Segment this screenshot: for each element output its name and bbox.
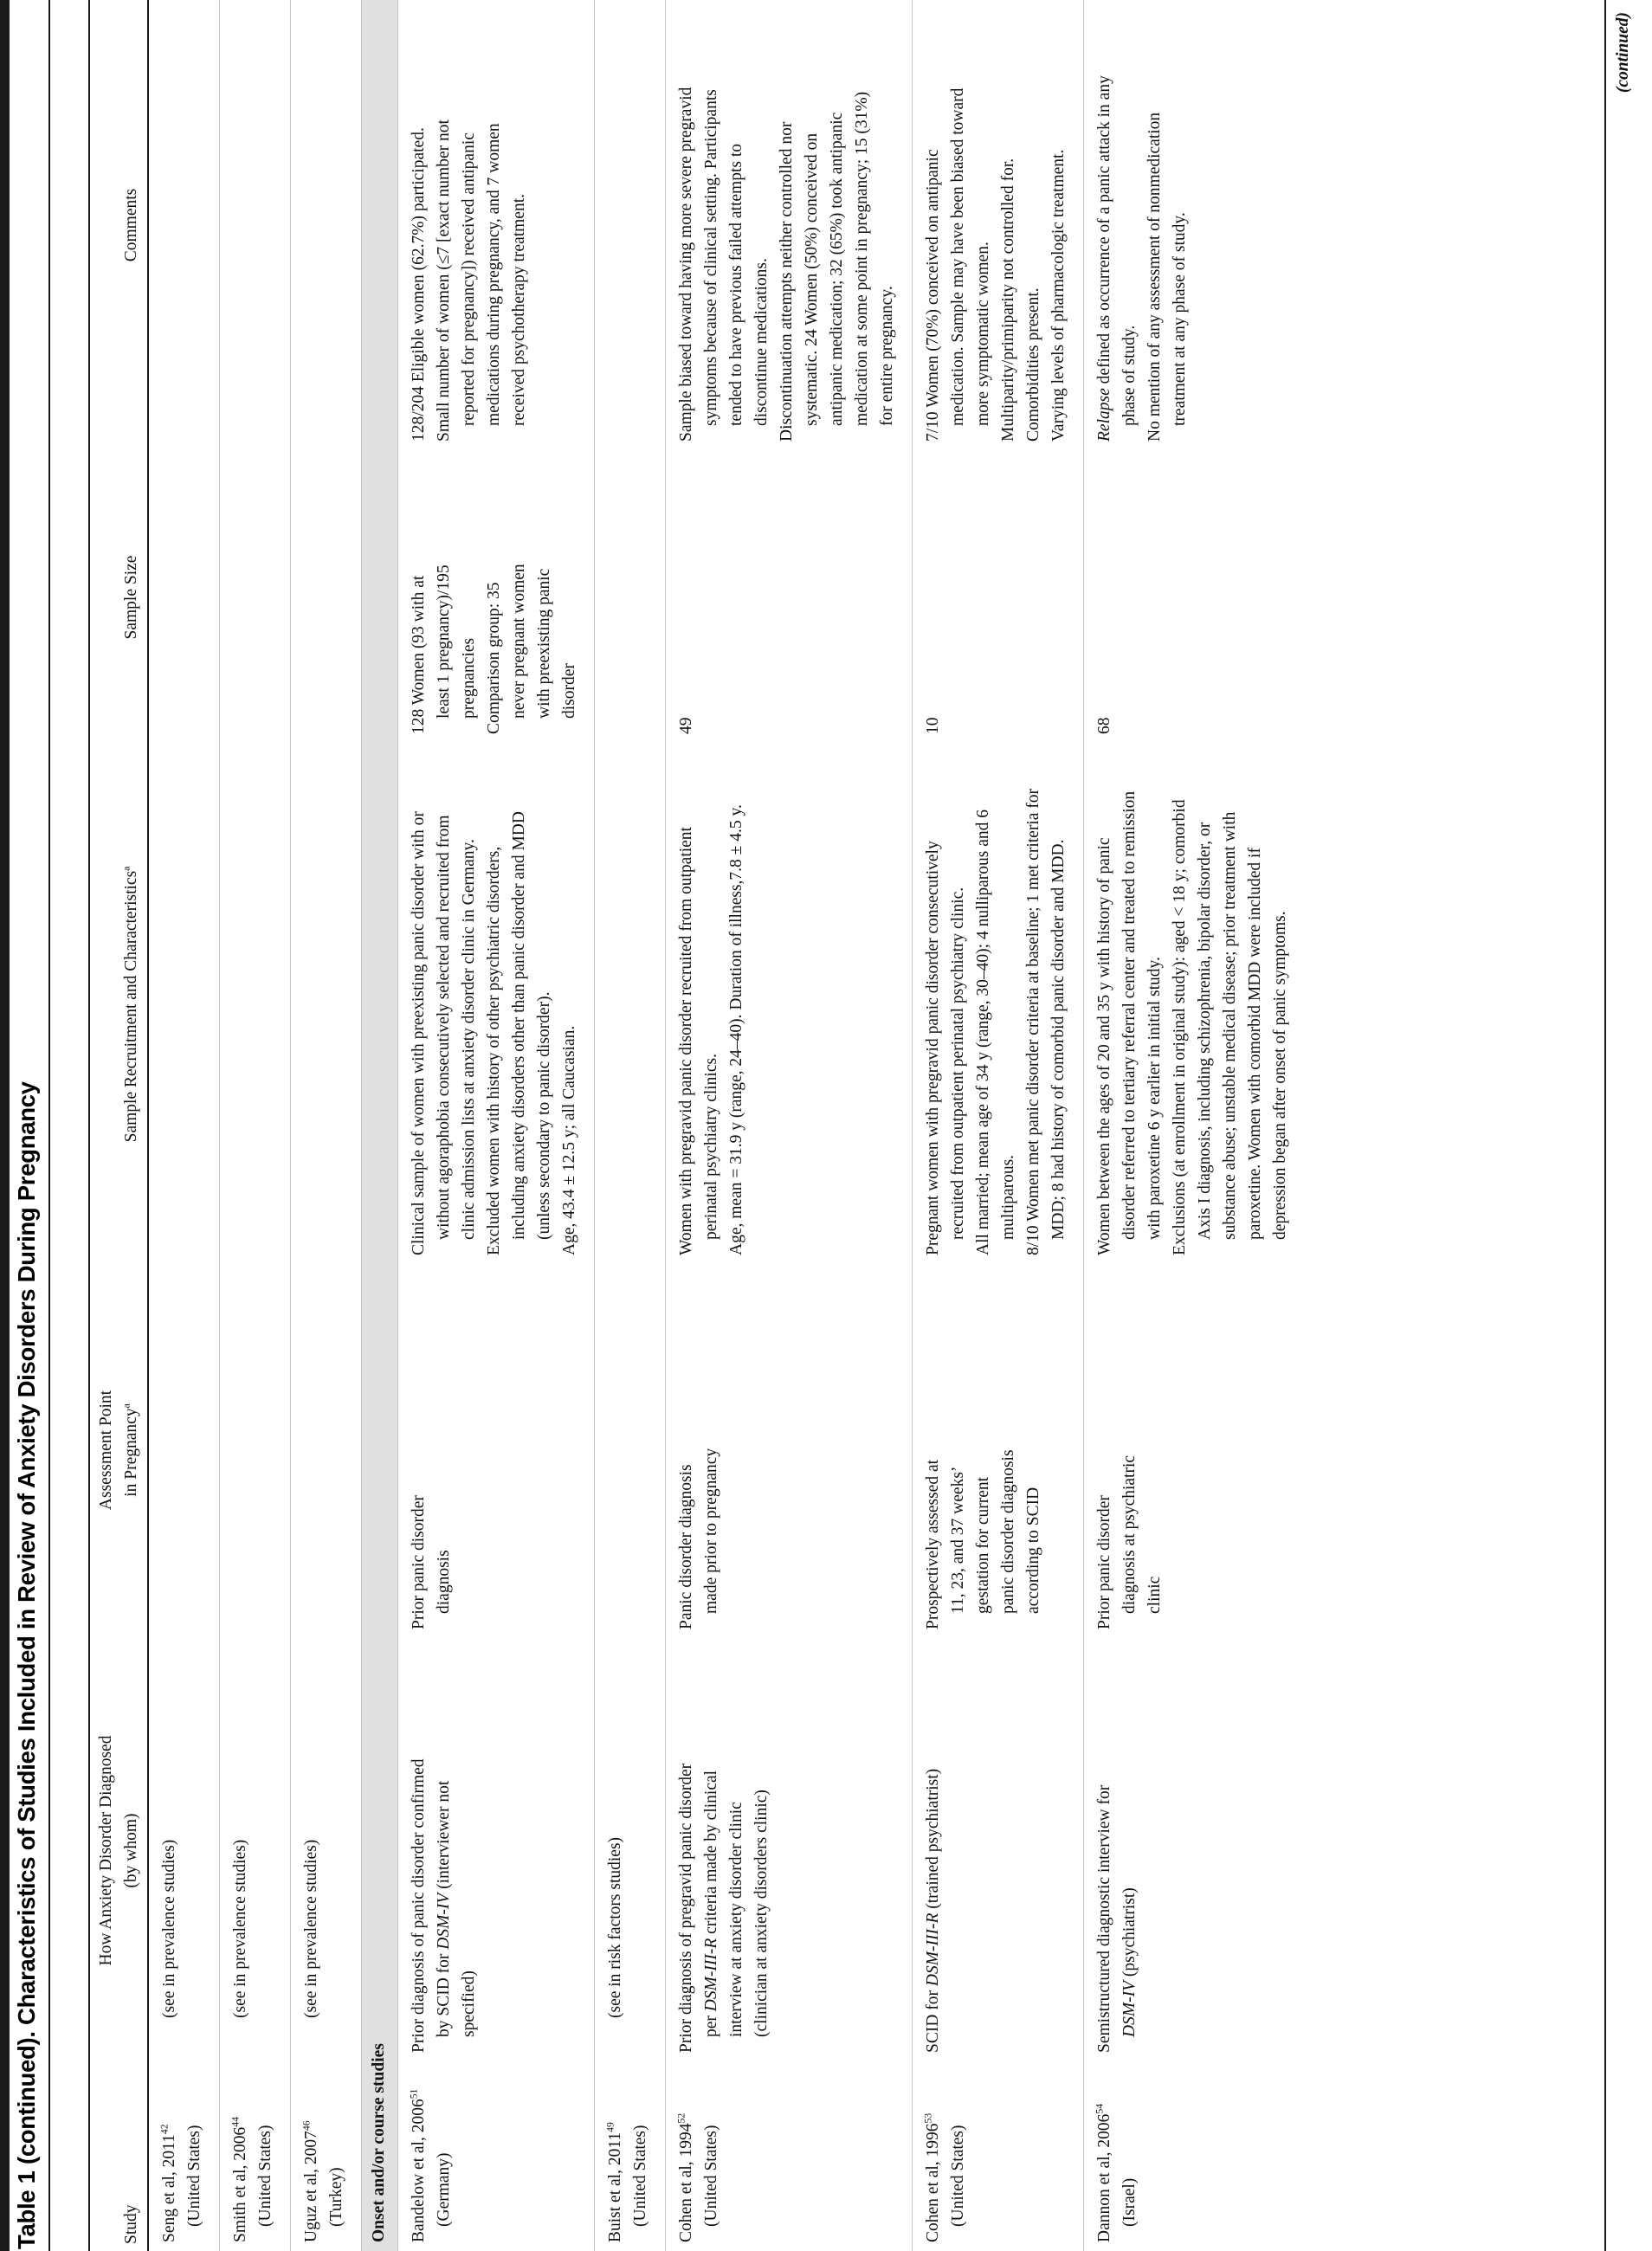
text-run: (Israel) — [1120, 2177, 1139, 2227]
cell-assessment — [920, 1264, 1071, 1636]
cell-recruitment — [920, 745, 1071, 1264]
paragraph — [1046, 74, 1071, 442]
paragraph — [674, 1754, 774, 2053]
text-run: Age, mean = 31.9 y (range, 24–40). Duration of illness,7.8 ± 4.5 y. — [727, 804, 745, 1255]
column-header-line — [94, 1636, 119, 2065]
cell-diagnosed — [406, 1636, 582, 2065]
text-run: Seng et al, 2011 — [160, 2134, 178, 2242]
text-run: Discontinuation attempts neither controlled nor systematic. 24 Women (50%) conceived on antipanic medication; 32 (65%) took antipanic medication at some point in pregnancy; 15 (31%) for entire pregnancy. — [778, 91, 896, 442]
text-run: 128/204 Eligible women (62.7%) participated. — [410, 127, 428, 442]
paragraph — [920, 2082, 971, 2242]
cell-assessment — [157, 1264, 207, 1636]
cell-comments — [920, 0, 1071, 450]
table-body — [149, 0, 1305, 2251]
cell-comments — [674, 0, 900, 450]
text-run: Sample biased toward having more severe pregravid symptoms because of clinical setting. Participants tended to have previous failed attempts to discontinue medications. — [677, 87, 771, 442]
cell-assessment — [299, 1264, 349, 1636]
cell-study — [674, 2065, 900, 2251]
column-header-line — [94, 1264, 119, 1636]
text-run: Pregnant women with pregravid panic disorder consecutively recruited from outpatient perinatal psychiatry clinic. — [924, 841, 967, 1255]
cell-recruitment — [299, 745, 349, 1264]
text-run: Women with pregravid panic disorder recruited from outpatient perinatal psychiatry clinics. — [677, 827, 720, 1255]
cell-recruitment — [157, 745, 207, 1264]
paragraph — [724, 784, 749, 1255]
paragraph — [603, 1754, 628, 2053]
paragraph — [674, 1442, 724, 1629]
cell-diagnosed — [674, 1636, 900, 2065]
text-run: (trained psychiatrist) — [924, 1768, 942, 1913]
superscript-ref: a — [120, 866, 132, 871]
paragraph — [1092, 2082, 1142, 2242]
cell-sample — [406, 450, 582, 745]
cell-comments — [228, 0, 278, 450]
paragraph — [1167, 784, 1293, 1255]
cell-assessment — [674, 1264, 900, 1636]
text-run: (see in prevalence studies) — [160, 1839, 178, 2018]
text-run: 128 Women (93 with at least 1 pregnancy)/195 pregnancies — [410, 564, 478, 734]
text-run: Uguz et al, 2007 — [302, 2131, 320, 2242]
column-header-line — [119, 0, 144, 450]
section-header-row: Onset and/or course studies — [362, 0, 398, 2251]
column-header-recruitment — [119, 745, 145, 1264]
table-row — [398, 0, 595, 2251]
text-run: in Pregnancy — [122, 1408, 140, 1497]
cell-comments — [1092, 0, 1293, 450]
paragraph — [431, 74, 532, 442]
paragraph — [406, 2082, 456, 2242]
text-run: Comments — [122, 188, 140, 262]
column-header-line — [119, 450, 144, 745]
superscript-ref: 46 — [300, 2120, 313, 2132]
text-run: Panic disorder diagnosis made prior to pregnancy — [677, 1448, 720, 1629]
superscript-ref: 49 — [604, 2122, 616, 2132]
cell-sample — [299, 450, 349, 745]
cell-recruitment — [674, 745, 900, 1264]
text-run: (United States) — [256, 2125, 274, 2227]
text-run: Bandelow et al, 2006 — [410, 2099, 428, 2242]
cell-sample — [674, 450, 900, 745]
cell-recruitment — [228, 745, 278, 1264]
cell-study — [1092, 2065, 1293, 2251]
paragraph — [481, 554, 582, 734]
column-header-line — [119, 745, 144, 1264]
text-run: Prior diagnosis of pregravid panic disorder per — [677, 1763, 720, 2053]
paragraph — [1092, 554, 1117, 734]
paragraph — [1092, 784, 1167, 1255]
cell-study — [603, 2065, 653, 2251]
text-run: (United States) — [185, 2125, 203, 2227]
column-header-sample — [119, 450, 145, 745]
cell-diagnosed — [299, 1636, 349, 2065]
paragraph — [674, 554, 699, 734]
table-row — [1084, 0, 1305, 2251]
text-run: (United States) — [949, 2125, 967, 2227]
paragraph — [299, 2082, 349, 2242]
cell-study — [228, 2065, 278, 2251]
paragraph — [1092, 1442, 1167, 1629]
paragraph — [674, 2082, 724, 2242]
table-title: Table 1 (continued). Characteristics of Studies Included in Review of Anxiety Disorders During Pregnancy — [13, 1081, 40, 2249]
paragraph — [157, 2082, 207, 2242]
text-run: Clinical sample of women with preexisting panic disorder with or without agoraphobia consecutively selected and recruited from clinic admission lists at anxiety disorder clinic in Germany. — [410, 811, 478, 1255]
paragraph — [774, 74, 900, 442]
text-run: How Anxiety Disorder Diagnosed — [97, 1735, 115, 1966]
cell-diagnosed — [228, 1636, 278, 2065]
column-header-line — [119, 1636, 144, 2065]
text-run: (psychiatrist) — [1120, 1887, 1139, 1982]
superscript-ref: 54 — [1094, 2103, 1106, 2114]
cell-comments — [157, 0, 207, 450]
paragraph — [1092, 74, 1142, 442]
italic-text: DSM-III-R — [924, 1912, 942, 1987]
paragraph — [920, 1754, 945, 2053]
text-run: Exclusions (at enrollment in original study): aged < 18 y; comorbid Axis I diagnosis, including schizophrenia, bipolar disorder, or substance abuse; unstable medical disease; prior treatment with paroxetine. Women with comorbid MDD were included if depression began after onset of panic symptoms. — [1171, 799, 1289, 1255]
continued-label: (continued) — [1614, 12, 1632, 94]
text-run: Prospectively assessed at 11, 23, and 37 weeks’ gestation for current panic disorder diagnosis according to SCID — [924, 1449, 1042, 1629]
table-row — [291, 0, 362, 2251]
paragraph — [299, 1754, 324, 2053]
cell-study — [920, 2065, 1071, 2251]
paragraph — [481, 784, 557, 1255]
text-run: defined as occurrence of a panic attack in any phase of study. — [1095, 75, 1139, 426]
title-underline-rule — [48, 0, 50, 2251]
text-run: Small number of women (≤7 [exact number not reported for pregnancy]) received antipanic medications during pregnancy, and 7 women received psychotherapy treatment. — [435, 119, 528, 442]
paragraph — [406, 784, 481, 1255]
paragraph — [1092, 1754, 1142, 2053]
italic-text: DSM-IV — [1120, 1981, 1139, 2037]
cell-study — [299, 2065, 349, 2251]
cell-assessment — [406, 1264, 582, 1636]
cell-diagnosed — [920, 1636, 1071, 2065]
paragraph — [920, 784, 971, 1255]
paragraph — [996, 74, 1021, 442]
superscript-ref: 53 — [922, 2112, 934, 2124]
cell-diagnosed — [603, 1636, 653, 2065]
cell-study — [406, 2065, 582, 2251]
italic-text: Relapse — [1095, 388, 1113, 442]
text-run: Dannon et al, 2006 — [1095, 2113, 1113, 2242]
cell-assessment — [603, 1264, 653, 1636]
bottom-rule — [1604, 0, 1606, 2251]
paragraph — [1021, 784, 1071, 1255]
paragraph — [920, 74, 996, 442]
column-header-study — [119, 2065, 145, 2251]
text-run: 68 — [1095, 717, 1113, 734]
text-run: All married; mean age of 34 y (range, 30–40); 4 nulliparous and 6 multiparous. — [974, 809, 1017, 1255]
text-run: (by whom) — [122, 1813, 140, 1888]
cell-comments — [603, 0, 653, 450]
column-header-line — [119, 2065, 144, 2244]
text-run: Excluded women with history of other psychiatric disorders, including anxiety disorders other than panic disorder and MDD (unless secondary to panic disorder). — [485, 811, 553, 1255]
cell-comments — [406, 0, 582, 450]
table-row — [595, 0, 666, 2251]
cell-recruitment — [603, 745, 653, 1264]
text-run: Cohen et al, 1994 — [677, 2123, 695, 2242]
superscript-ref: 42 — [158, 2124, 171, 2135]
text-run: (see in prevalence studies) — [302, 1839, 320, 2018]
paragraph — [228, 2082, 278, 2242]
top-rule — [0, 0, 10, 2251]
text-run: criteria made by clinical interview at anxiety disorder clinic (clinician at anxiety disorders clinic) — [702, 1770, 771, 2037]
italic-text: DSM-IV — [435, 1893, 453, 1950]
text-run: 8/10 Women met panic disorder criteria at baseline; 1 met criteria for MDD; 8 had history of comorbid panic disorder and MDD. — [1024, 789, 1068, 1255]
text-run: Women between the ages of 20 and 35 y with history of panic disorder referred to tertiary referral center and treated to remission with paroxetine 6 y earlier in initial study. — [1095, 790, 1164, 1255]
paragraph — [603, 2082, 653, 2242]
paragraph — [157, 1754, 182, 2053]
text-run: 10 — [924, 717, 942, 734]
text-run: (United States) — [702, 2125, 720, 2227]
table-row — [220, 0, 291, 2251]
cell-diagnosed — [1092, 1636, 1293, 2065]
text-run: Buist et al, 2011 — [606, 2132, 624, 2242]
cell-study — [157, 2065, 207, 2251]
text-run: Study — [122, 2204, 140, 2244]
paragraph — [406, 1754, 481, 2053]
table-row — [913, 0, 1084, 2251]
cell-sample — [157, 450, 207, 745]
cell-sample — [603, 450, 653, 745]
text-run: (United States) — [631, 2125, 649, 2227]
cell-sample — [228, 450, 278, 745]
paragraph — [406, 74, 431, 442]
paragraph — [1142, 74, 1192, 442]
superscript-ref: 52 — [675, 2112, 687, 2124]
cell-comments — [299, 0, 349, 450]
superscript-ref: 51 — [408, 2088, 420, 2099]
text-run: Varying levels of pharmacologic treatment. — [1049, 149, 1068, 442]
text-run: Semistructured diagnostic interview for — [1095, 1784, 1113, 2053]
text-run: Assessment Point — [97, 1390, 115, 1511]
table-row — [666, 0, 913, 2251]
cell-assessment — [228, 1264, 278, 1636]
paragraph — [557, 784, 582, 1255]
cell-assessment — [1092, 1264, 1293, 1636]
text-run: Cohen et al, 1996 — [924, 2123, 942, 2242]
cell-recruitment — [406, 745, 582, 1264]
italic-text: DSM-III-R — [702, 1938, 720, 2012]
column-header-diagnosed — [94, 1636, 145, 2065]
text-run: Sample Size — [122, 555, 140, 640]
cell-sample — [920, 450, 1071, 745]
text-run: 49 — [677, 717, 695, 734]
column-header-assessment — [94, 1264, 145, 1636]
text-run: Prior diagnosis of panic disorder confirmed by SCID for — [410, 1758, 453, 2053]
superscript-ref: 44 — [229, 2117, 242, 2127]
text-run: Prior panic disorder diagnosis — [410, 1495, 453, 1629]
text-run: Sample Recruitment and Characteristics — [122, 870, 140, 1143]
text-run: Multiparity/primiparity not controlled for. — [999, 158, 1017, 442]
paragraph — [971, 784, 1021, 1255]
text-run: (see in risk factors studies) — [606, 1836, 624, 2018]
cell-sample — [1092, 450, 1293, 745]
text-run: SCID for — [924, 1986, 942, 2053]
text-run: Comorbidities present. — [1024, 287, 1042, 442]
text-run: Comparison group: 35 never pregnant women with preexisting panic disorder — [485, 564, 578, 734]
text-run: (interviewer not specified) — [435, 1780, 478, 2037]
column-header-comments — [119, 0, 145, 450]
paragraph — [406, 554, 481, 734]
superscript-ref: a — [120, 1403, 132, 1409]
table-row — [149, 0, 220, 2251]
text-run: (Germany) — [435, 2152, 453, 2227]
paragraph — [1021, 74, 1046, 442]
text-run: Prior panic disorder diagnosis at psychiatric clinic — [1095, 1454, 1164, 1629]
text-run: Smith et al, 2006 — [231, 2126, 249, 2242]
column-header-line — [119, 1264, 144, 1636]
paragraph — [920, 1442, 1046, 1629]
text-run: No mention of any assessment of nonmedication treatment at any phase of study. — [1145, 112, 1189, 442]
paragraph — [674, 784, 724, 1255]
paragraph — [406, 1442, 456, 1629]
cell-recruitment — [1092, 745, 1293, 1264]
text-run: (Turkey) — [327, 2167, 345, 2227]
text-run: 7/10 Women (70%) conceived on antipanic medication. Sample may have been biased toward more symptomatic women. — [924, 87, 992, 442]
paragraph — [920, 554, 945, 734]
paragraph — [228, 1754, 253, 2053]
text-run: Age, 43.4 ± 12.5 y; all Caucasian. — [560, 1025, 578, 1255]
text-run: (see in prevalence studies) — [231, 1839, 249, 2018]
header-row — [90, 0, 145, 2251]
cell-diagnosed — [157, 1636, 207, 2065]
paragraph — [674, 74, 774, 442]
